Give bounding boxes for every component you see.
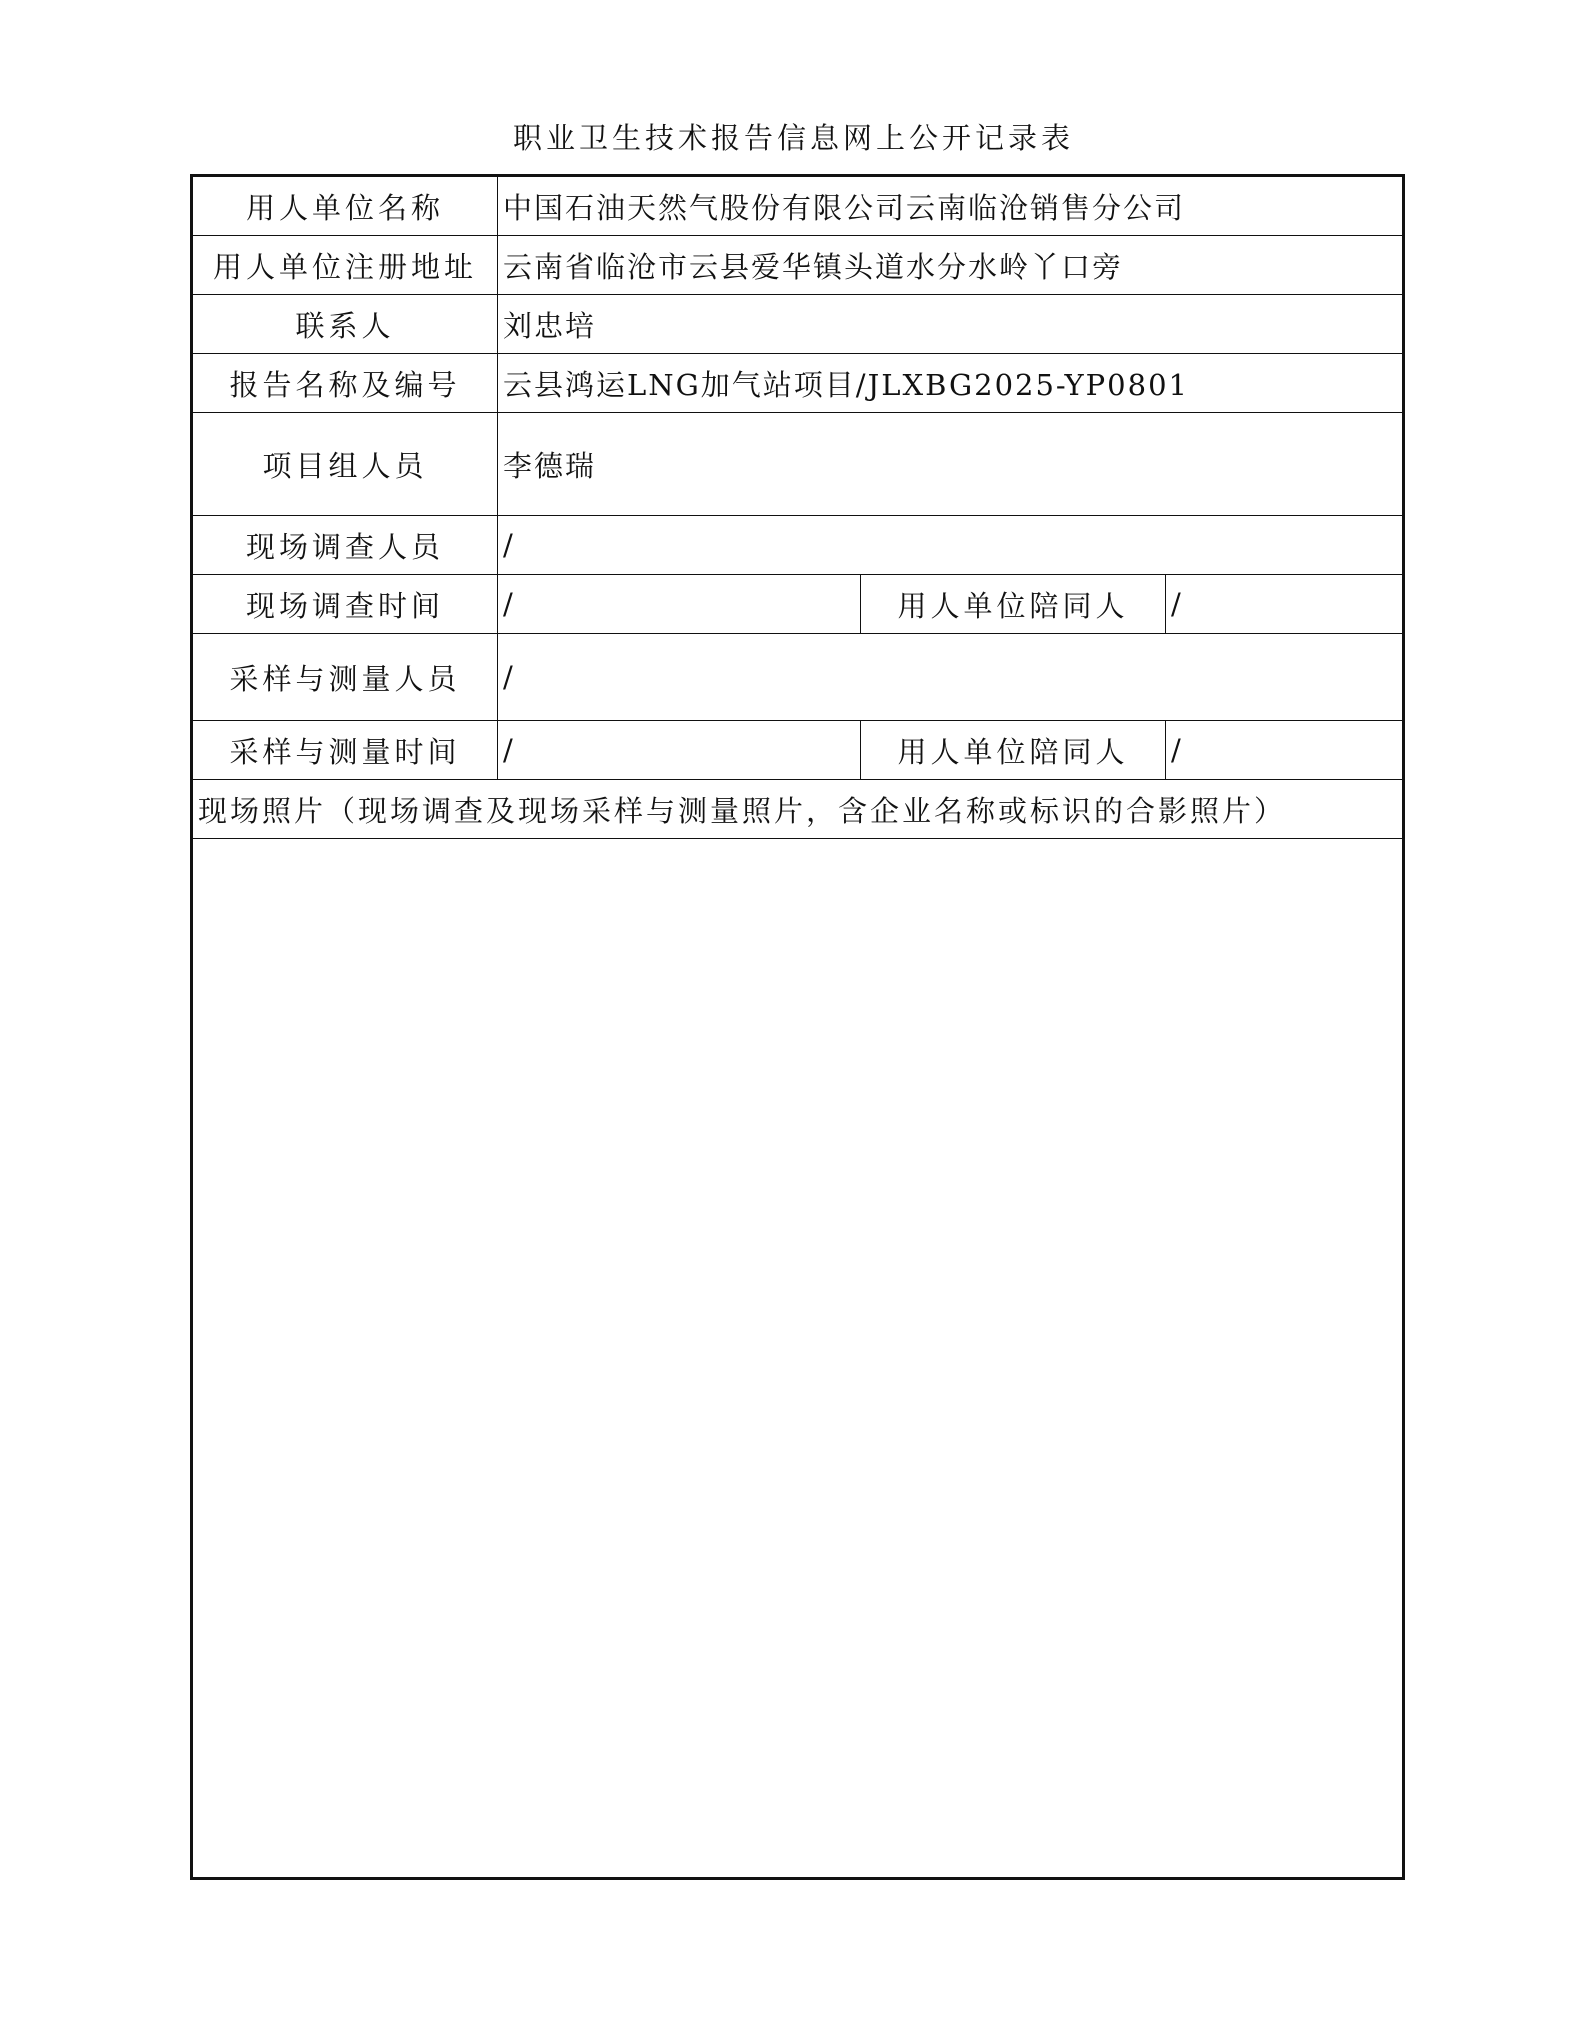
unit-name-label: 用人单位名称 bbox=[192, 176, 498, 236]
report-value: 云县鸿运LNG加气站项目/JLXBG2025-YP0801 bbox=[498, 354, 1404, 413]
row-contact bbox=[192, 295, 1404, 354]
sampling-time-value: / bbox=[498, 721, 861, 780]
photo-caption: 现场照片（现场调查及现场采样与测量照片，含企业名称或标识的合影照片） bbox=[192, 780, 1404, 839]
unit-name-value: 中国石油天然气股份有限公司云南临沧销售分公司 bbox=[498, 176, 1404, 236]
sampling-escort-label: 用人单位陪同人 bbox=[861, 721, 1166, 780]
row-report bbox=[192, 354, 1404, 413]
page-title: 职业卫生技术报告信息网上公开记录表 bbox=[512, 121, 1074, 155]
survey-escort-value: / bbox=[1166, 575, 1404, 634]
survey-staff-value: / bbox=[498, 516, 1404, 575]
row-sampling-staff bbox=[192, 634, 1404, 721]
team-value: 李德瑞 bbox=[498, 413, 1404, 516]
sampling-time-label: 采样与测量时间 bbox=[192, 721, 498, 780]
sampling-escort-value: / bbox=[1166, 721, 1404, 780]
contact-label: 联系人 bbox=[192, 295, 498, 354]
row-sampling-time bbox=[192, 721, 1404, 780]
survey-escort-label: 用人单位陪同人 bbox=[861, 575, 1166, 634]
survey-time-label: 现场调查时间 bbox=[192, 575, 498, 634]
report-label: 报告名称及编号 bbox=[192, 354, 498, 413]
row-survey-time bbox=[192, 575, 1404, 634]
sampling-staff-label: 采样与测量人员 bbox=[192, 634, 498, 721]
record-table bbox=[190, 174, 1405, 1880]
row-unit-address bbox=[192, 236, 1404, 295]
unit-address-value: 云南省临沧市云县爱华镇头道水分水岭丫口旁 bbox=[498, 236, 1404, 295]
survey-time-value: / bbox=[498, 575, 861, 634]
survey-staff-label: 现场调查人员 bbox=[192, 516, 498, 575]
row-survey-staff bbox=[192, 516, 1404, 575]
row-team bbox=[192, 413, 1404, 516]
row-unit-name bbox=[192, 176, 1404, 236]
photo-area bbox=[192, 839, 1404, 1879]
team-label: 项目组人员 bbox=[192, 413, 498, 516]
unit-address-label: 用人单位注册地址 bbox=[192, 236, 498, 295]
row-photo-caption bbox=[192, 780, 1404, 839]
contact-value: 刘忠培 bbox=[498, 295, 1404, 354]
sampling-staff-value: / bbox=[498, 634, 1404, 721]
row-photo-area bbox=[192, 839, 1404, 1879]
